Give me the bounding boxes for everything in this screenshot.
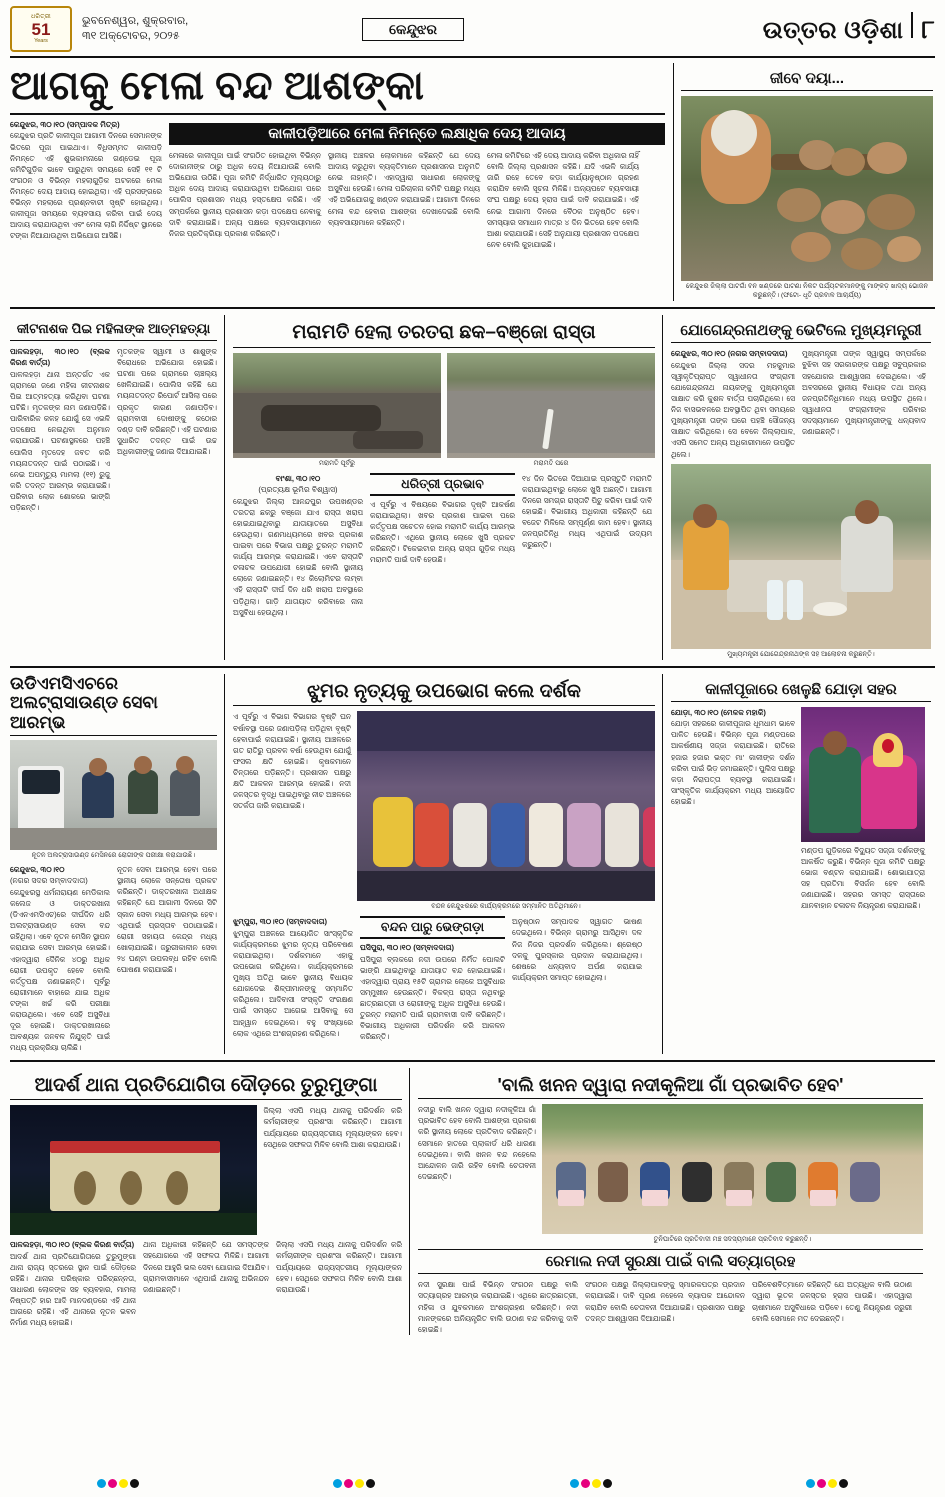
rain-body: ଏ ପୂର୍ବରୁ ଏ ବିଭାଗ ବିଭାଗର ବୃଷ୍ଟି ଘନ ବର୍ଷାବସ୍ଥା ପରେ ଜଣାପଡ଼ିଲା ପଡ଼ିଥିବା ବୃଷ୍ଟି ହେବାପାଇଁ କରାଯାଇଛି। ସ୍ଥାନୀୟ ଆଞ୍ଚଳରେ ଗତ ରାତିରୁ ପ୍ରବଳ ବର୍ଷା ହେଉଥିବା ଯୋଗୁଁ ଫସଲ କ୍ଷତି ହୋଇଛି। କୃଷକମାନେ ଚିନ୍ତାରେ ପଡ଼ିଛନ୍ତି। ପ୍ରଶାସନ ପକ୍ଷରୁ କ୍ଷତି ଆକଳନ ଆରମ୍ଭ ହୋଇଛି। ନଦୀ ଜଳସ୍ତର ବୃଦ୍ଧି ପାଇଥିବାରୁ ନୀଚ ଅଞ୍ଚଳରେ ସତର୍କତା ଜାରି କରାଯାଇଛି। bbox=[233, 712, 351, 811]
band-3 bbox=[10, 674, 935, 1054]
ultrasound-headline bbox=[10, 674, 217, 737]
ultrasound-body-1: କେନ୍ଦୁଝରସ୍ଥ ଧର୍ମନାରାୟଣ ମେଡିକାଲ କଲେଜ ଓ ଡାକ୍ତରଖାନା (ଡିଏନଏମସିଏଚ)ରେ ଦୀର୍ଘଦିନ ଧରି ଅଲଟ୍ରାସାଉଣ୍ଡ ସେବା ବନ୍ଦ ରହିଥିଲା। ଏବେ ନୂତନ ମେସିନ ସ୍ଥାପନ କରାଯାଇ ସେବା ଆରମ୍ଭ ହୋଇଛି। ଏହାଦ୍ୱାରା ଦୈନିକ ୪୦ରୁ ଅଧିକ ରୋଗୀ ଉପକୃତ ହେବେ ବୋଲି କର୍ତ୍ତୃପକ୍ଷ ଜଣାଇଛନ୍ତି। ପୂର୍ବରୁ ରୋଗୀମାନେ ବାହାରେ ଯାଇ ଅଧିକ ଟଙ୍କା ଖର୍ଚ୍ଚ କରି ପରୀକ୍ଷା କରାଉଥିଲେ। ଏବେ ସେହି ଅସୁବିଧା ଦୂର ହୋଇଛି। ଡାକ୍ତରଖାନାରେ ଆବଶ୍ୟକ ଜନବଳ ନିଯୁକ୍ତି ପାଇଁ ମଧ୍ୟ ପ୍ରକ୍ରିୟା ଚାଲିଛି। bbox=[10, 887, 110, 1053]
suicide-body-1: ପାଳଲହଡ଼ା ଥାନା ଅନ୍ତର୍ଗତ ଏକ ଗ୍ରାମରେ ଜଣେ ମହିଳା କୀଟନାଶକ ପିଇ ଆତ୍ମହତ୍ୟା କରିଥିବା ଘଟଣା ଘଟିଛି। ମୃତକଙ୍କ ନାମ ଜଣାପଡ଼ିଛି। ପାରିବାରିକ କଳହ ଯୋଗୁଁ ସେ ଏଭଳି ପଦକ୍ଷେପ ନେଇଥିବା ଅନୁମାନ କରାଯାଉଛି। ଘଟଣାସ୍ଥଳରେ ପହଞ୍ଚି ପୋଲିସ ମୃତଦେହ ଜବତ କରି ମୟନାତଦନ୍ତ ପାଇଁ ପଠାଇଛି। ଏ ନେଇ ଅପମୃତ୍ୟୁ ମାମଲା (୧୧) ରୁଜୁ କରି ତଦନ୍ତ ଆରମ୍ଭ କରାଯାଇଛି। ପରିବାର ଲୋକ ଶୋକରେ ଭାଙ୍ଗି ପଡ଼ିଛନ୍ତି। bbox=[10, 369, 110, 513]
kali-puja-body-1: ଯୋଡ଼ା ସହରରେ କାଳୀପୂଜାର ଧୂମଧାମ ଭାବେ ପାଳିତ ହେଉଛି। ବିଭିନ୍ନ ପୂଜା ମଣ୍ଡପରେ ଆକର୍ଷଣୀୟ ସଜ୍ଜା କରାଯାଇଛି। ରାତିରେ ହଜାର ହଜାର ଭକ୍ତ ମା' କାଳୀଙ୍କ ଦର୍ଶନ କରିବା ପାଇଁ ଭିଡ଼ ଜମାଇଛନ୍ତି। ପୁଲିସ ପକ୍ଷରୁ କଡ଼ା ନିରାପତ୍ତା ବ୍ୟବସ୍ଥା କରାଯାଇଛି। ସାଂସ୍କୃତିକ କାର୍ଯ୍ୟକ୍ରମ ମଧ୍ୟ ଆୟୋଜିତ ହୋଇଛି। bbox=[671, 719, 795, 806]
police-contest-body-2: ଥାନା ଅଧିକାରୀ କହିଛନ୍ତି ଯେ ସମସ୍ତଙ୍କ ସହଯୋଗରେ ଏହି ସଫଳତା ମିଳିଛି। ଆଗାମୀ ଦିନରେ ଆହୁରି ଭଲ ସେବା ଯୋଗାଇ ଦିଆଯିବ। ଗ୍ରାମବାସୀମାନେ ଏଥିପାଇଁ ଥାନାକୁ ଅଭିନନ୍ଦନ ଜଣାଇଛନ୍ତି। bbox=[143, 1240, 269, 1294]
masthead bbox=[10, 6, 935, 58]
cm-visit-headline: ଯୋଗେନ୍ଦ୍ରନାଥଙ୍କୁ ଭେଟିଲେ ମୁଖ୍ୟମନ୍ତ୍ରୀ bbox=[671, 319, 931, 343]
police-contest-columns bbox=[10, 1239, 402, 1328]
suicide-headline: କୀଟନାଶକ ପିଇ ମହିଳାଙ୍କ ଆତ୍ମହତ୍ୟା bbox=[10, 319, 217, 341]
suicide-story bbox=[10, 315, 225, 660]
lead-body-3: ସ୍ଥାନୀୟ ଅଞ୍ଚଳର ଲୋକମାନେ କହିଛନ୍ତି ଯେ ଦେୟ ଆଦାୟ କରୁଥିବା ବ୍ୟକ୍ତିମାନେ ପ୍ରଶାସନର ଅନୁମତି ନେଇ ନାହାନ୍ତି। ଏହାଦ୍ୱାରା ସାଧାରଣ ଲୋକଙ୍କୁ ଅସୁବିଧା ହେଉଛି। ମେଳା ପରିଚାଳନା କମିଟି ପକ୍ଷରୁ ମଧ୍ୟ ଏହି ଅଭିଯୋଗକୁ ଖଣ୍ଡନ କରାଯାଇଛି। ଆଗାମୀ ଦିନରେ ମେଳା ବନ୍ଦ ହେବାର ଆଶଙ୍କା ଦେଖାଦେଇଛି ବୋଲି ବ୍ୟବସାୟୀମାନେ କହିଛନ୍ତି। bbox=[328, 151, 480, 227]
road-body-1: କେନ୍ଦୁଝର ଜିଲ୍ଲା ଆନନ୍ଦପୁର ଉପଖଣ୍ଡର ତରତରା ଛକରୁ ବଞ୍ଜୋ ଯାଏ ରାସ୍ତା ଖରାପ ହୋଇଯାଇଥିବାରୁ ଯାତାୟାତରେ ଅସୁବିଧା ହେଉଥିଲା। ଗଣମାଧ୍ୟମରେ ଖବର ପ୍ରକାଶ ପାଇବା ପରେ ବିଭାଗ ପକ୍ଷରୁ ତୁରନ୍ତ ମରାମତି କାର୍ଯ୍ୟ ଆରମ୍ଭ କରାଯାଇଛି। ଏବେ ରାସ୍ତାଟି ଚଳାଚଳ ଉପଯୋଗୀ ହୋଇଛି ବୋଲି ସ୍ଥାନୀୟ ଲୋକେ ଜଣାଇଛନ୍ତି। ୧୪ କିଲୋମିଟର ଲମ୍ବା ଏହି ରାସ୍ତାଟି ଦୀର୍ଘ ଦିନ ଧରି ଖରାପ ଅବସ୍ଥାରେ ପଡ଼ିଥିଲା। ଗାଡ଼ି ଯାତାୟାତ କରିବାରେ ନାନା ଅସୁବିଧା ହେଉଥିଲା। bbox=[233, 496, 363, 617]
dance-col-1 bbox=[233, 916, 353, 1042]
suicide-dateline: ପାଳଲହଡ଼ା, ୩୦।୧୦ (ବ୍ଲକ କିରଣ ବାର୍ତ୍ତା) bbox=[10, 346, 110, 368]
cm-visit-photo bbox=[671, 464, 931, 649]
police-contest-headline: ଆଦର୍ଶ ଥାନା ପ୍ରତିଯୋଗିତା ଦୌଡ଼ରେ ତୁରୁମୁଙ୍ଗା bbox=[10, 1072, 402, 1101]
registration-group-1 bbox=[96, 1475, 140, 1493]
dharitri-effect-body-2: ୧୪ ଦିନ ଭିତରେ ଦିଆଯାଇ ପ୍ରସ୍ତୁତି ମରାମତି କରାଯାଇଥିବାରୁ ଲୋକେ ଖୁସି ଅଛନ୍ତି। ଆଗାମୀ ଦିନରେ ସମଗ୍ର ରାସ୍ତାଟି ପିଚୁ କରିବା ପାଇଁ ଦାବି ହୋଇଛି। ବିଭାଗୀୟ ଅଧିକାରୀ କହିଛନ୍ତି ଯେ ବଜେଟ ମିଳିଲେ ସମ୍ପୂର୍ଣ୍ଣ କାମ ହେବ। ସ୍ଥାନୀୟ ଜନପ୍ରତିନିଧି ମଧ୍ୟ ଏଥିପାଇଁ ଉଦ୍ୟମ କରୁଛନ୍ତି। bbox=[522, 473, 652, 550]
sand-body-1: ନଦୀରୁ ବାଲି ଖନନ ଦ୍ୱାରା ନଦୀକୂଳିଆ ଗାଁ ପ୍ରଭାବିତ ହେବ ବୋଲି ଆଶଙ୍କା ପ୍ରକାଶ କରି ସ୍ଥାନୀୟ ଲୋକେ ପ୍ରତିବାଦ କରିଛନ୍ତି। ସେମାନେ ହାତରେ ପ୍ଲାକାର୍ଡ ଧରି ଧାରଣା ଦେଇଥିଲେ। ବାଲି ଖନନ ବନ୍ଦ ନହେଲେ ଆନ୍ଦୋଳନ ଜାରି ରହିବ ବୋଲି ଚେତାବନୀ ଦେଇଛନ୍ତି। bbox=[418, 1105, 536, 1181]
registration-group-2 bbox=[332, 1475, 376, 1493]
road-caption-before: ମରାମତି ପୂର୍ବରୁ bbox=[318, 459, 356, 467]
road-photo-before-wrap bbox=[233, 353, 441, 469]
logo-anniversary-number: 51 bbox=[31, 20, 51, 39]
dharitri-effect-headline: ଧରିତ୍ରୀ ପ୍ରଭାବ bbox=[370, 473, 515, 496]
ultrasound-headline-line-2: ଅଲଟ୍ରାସାଉଣ୍ଡ ସେବା ଆରମ୍ଭ bbox=[10, 693, 158, 732]
lead-subband: କାଳୀପଡ଼ିଆରେ ମେଳା ନିମନ୍ତେ ଲକ୍ଷାଧିକ ଦେୟ ଆଦାୟ bbox=[169, 123, 665, 145]
sand-caption: ତୁନିଘାଟିରେ ପ୍ରତିବାଦୀ ମଞ୍ଚ ସଦସ୍ୟମାନେ ପ୍ରତିବାଦ କରୁଛନ୍ତି। bbox=[653, 1236, 812, 1244]
sand-row bbox=[418, 1104, 923, 1245]
lead-region bbox=[10, 63, 935, 301]
kali-puja-col-1 bbox=[671, 707, 795, 912]
road-photo-after bbox=[447, 353, 655, 458]
ultrasound-headline-line-1: ଉଡିଏମସିଏଚରେ bbox=[10, 673, 118, 693]
satyagraha-headline: ରେମାଲ ନଦୀ ସୁରକ୍ଷା ପାଇଁ ବାଲି ସତ୍ୟାଗ୍ରହ bbox=[418, 1249, 923, 1274]
bridge-headline: ବନ୍ଦନ ପାରୁ ଭେଙ୍ଗଡ଼ା bbox=[360, 916, 505, 939]
police-contest-col-1 bbox=[10, 1239, 136, 1328]
kali-puja-photo-wrap bbox=[801, 707, 925, 912]
dharitri-effect-block bbox=[370, 473, 515, 618]
lead-right-block bbox=[169, 119, 665, 250]
lead-body-4: ମେଳା କମିଟିରେ ଏହି ଦେୟ ଆଦାୟ କରିବା ଅଧିକାର ନାହିଁ ବୋଲି ଜିଲ୍ଲା ପ୍ରଶାସନ କହିଛି। ଯଦି ଏଭଳି କାର୍ଯ୍ୟ ଜାରି ରହେ ତେବେ କଡ଼ା କାର୍ଯ୍ୟାନୁଷ୍ଠାନ ଗ୍ରହଣ କରାଯିବ ବୋଲି ସୂଚନା ମିଳିଛି। ଅନ୍ୟପଟେ ବ୍ୟବସାୟୀ ସଂଘ ପକ୍ଷରୁ ଦେୟ ହ୍ରାସ ପାଇଁ ଦାବି କରାଯାଇଛି। ଏହି ନେଇ ଆଗାମୀ ଦିନରେ ବୈଠକ ଅନୁଷ୍ଠିତ ହେବ। ସମସ୍ୟାର ସମାଧାନ ମାତ୍ର ୪ ଦିନ ଭିତରେ ହେବ ବୋଲି ଆଶା କରାଯାଉଛି। ସେହି ଅନୁଯାୟୀ ପ୍ରଶାସନ ପଦକ୍ଷେପ ନେବ ବୋଲି କୁହାଯାଇଛି। bbox=[487, 151, 639, 249]
monkey-headline: ଜୀବେ ଦୟା... bbox=[681, 67, 933, 91]
section-title-group bbox=[763, 12, 935, 46]
lead-body-1: କେନ୍ଦୁଝର ପ୍ରତି କାଳୀପୂଜା ଆଗାମୀ ଦିନରେ ସେମାନଙ୍କ ଭିତରେ ପୂଜା ପାଇଥାଏ। ବିଧିସମ୍ମତ କାଳୀପଡ଼ି ନିମନ୍ତେ ଏହି ଶୁଭକାମନାରେ ଗଣ୍ଡେଇ ପୂଜା କମିଟିଗୁଡ଼ିକ ଭାବେ ପାରୁଥିବା ସମୟରେ ସେହି ୧୧ ଟି ସଂଗଠନ ଓ ବିଭିନ୍ନ ମହଲାଗୁଡ଼ିକ ଅଟକରେ ମେଳା ନିମନ୍ତେ ଦେୟ ଆଦାୟ ହୋଇଥିଲା। ଏହି ପ୍ରସଙ୍ଗରେ ବିଭିନ୍ନ ମହଲାରେ ପ୍ରଶ୍ନବାଚୀ ସୃଷ୍ଟି ହୋଇଥିଲା। କାଳୀପୂଜା ସମୟରେ ବ୍ୟବସାୟ କରିବା ପାଇଁ ଦେୟ ଆଦାୟ କରାଯାଉଥିବା ଏବଂ ମେଳା ଲାଗି ନିର୍ଦ୍ଦିଷ୍ଟ ସ୍ଥାନରେ ଟଙ୍କା ନିଆଯାଉଥିବା ଅଭିଯୋଗ ଆସିଛି। bbox=[10, 131, 162, 241]
monkey-photo bbox=[681, 96, 933, 281]
satyagraha-body-1: ନଦୀ ସୁରକ୍ଷା ପାଇଁ ବିଭିନ୍ନ ସଂଗଠନ ପକ୍ଷରୁ ବାଲି ସତ୍ୟାଗ୍ରହ ଆରମ୍ଭ କରାଯାଇଛି। ଏଥିରେ ଛାତ୍ରଛାତ୍ରୀ, ମହିଳା ଓ ଯୁବକମାନେ ଅଂଶଗ୍ରହଣ କରିଛନ୍ତି। ନଦୀ ମାନଙ୍କରେ ଅନିୟନ୍ତ୍ରିତ ବାଲି ଉଠାଣ ବନ୍ଦ କରିବାକୁ ଦାବି ହୋଇଛି। bbox=[418, 1280, 578, 1334]
divider-1 bbox=[10, 307, 935, 309]
dharitri-effect-body-1: ଏ ପୂର୍ବରୁ ଏ ବିଷୟରେ ବିଭାଗର ଦୃଷ୍ଟି ଆକର୍ଷଣ କରାଯାଇଥିଲା। ଖବର ପ୍ରକାଶ ପାଇବା ପରେ କର୍ତ୍ତୃପକ୍ଷ ସଚେତନ ହୋଇ ମରାମତି କାର୍ଯ୍ୟ ଆରମ୍ଭ କରିଛନ୍ତି। ଏଥିରେ ସ୍ଥାନୀୟ ଲୋକେ ଖୁସି ପ୍ରକଟ କରିଛନ୍ତି। ଟିକେଇଟାର ଅନ୍ୟ ରାସ୍ତା ଗୁଡ଼ିକ ମଧ୍ୟ ମରାମତି ପାଇଁ ଦାବି ହେଉଛି। bbox=[370, 499, 515, 565]
police-contest-body-1: ଆଦର୍ଶ ଥାନା ପ୍ରତିଯୋଗିତାରେ ତୁରୁମୁଙ୍ଗା ଥାନା ରାଜ୍ୟ ସ୍ତରରେ ସ୍ଥାନ ପାଇଁ ଦୌଡ଼ରେ ରହିଛି। ଥାନାର ପରିଷ୍କାର ପରିଚ୍ଛନ୍ନତା, ସାଧାରଣ ଲୋକଙ୍କ ସହ ବ୍ୟବହାର, ମାମଲା ନିଷ୍ପତ୍ତି ହାର ଆଦି ମାନଦଣ୍ଡରେ ଏହି ଥାନା ଆଗରେ ରହିଛି। ଏହି ଥାନାରେ ନୂତନ ଭବନ ନିର୍ମାଣ ମଧ୍ୟ ହୋଇଛି। bbox=[10, 1251, 136, 1328]
dance-photo-row bbox=[233, 711, 655, 912]
registration-group-4 bbox=[805, 1475, 849, 1493]
title-divider bbox=[911, 12, 913, 38]
police-contest-row bbox=[10, 1105, 402, 1235]
dance-headline: ଝୁମର ନୃତ୍ୟକୁ ଉପଭୋଗ କଲେ ଦର୍ଶକ bbox=[233, 678, 655, 707]
road-col-1 bbox=[233, 473, 363, 618]
ultrasound-columns bbox=[10, 864, 217, 1053]
ultrasound-story bbox=[10, 674, 225, 1054]
band-2 bbox=[10, 315, 935, 660]
bridge-col bbox=[360, 942, 505, 1042]
bridge-block bbox=[360, 916, 505, 1042]
road-photo-before bbox=[233, 353, 441, 458]
ultrasound-body-2: ନୂତନ ସେବା ଆରମ୍ଭ ହେବା ପରେ ସ୍ଥାନୀୟ ଲୋକେ ସନ୍ତୋଷ ପ୍ରକଟ କରିଛନ୍ତି। ଡାକ୍ତରଖାନା ଅଧୀକ୍ଷକ କହିଛନ୍ତି ଯେ ଆଗାମୀ ଦିନରେ ସିଟି ସ୍କାନ ସେବା ମଧ୍ୟ ଆରମ୍ଭ ହେବ। ଏଥିପାଇଁ ପ୍ରସ୍ତାବ ପଠାଯାଇଛି। ରୋଗୀ ସହାୟତା କେନ୍ଦ୍ର ମଧ୍ୟ ଖୋଲାଯାଇଛି। ଜରୁରୀକାଳୀନ ସେବା ୨୪ ଘଣ୍ଟା ଉପଲବ୍ଧ ରହିବ ବୋଲି ଘୋଷଣା କରାଯାଇଛି। bbox=[117, 865, 217, 975]
dance-story bbox=[233, 674, 663, 1054]
satyagraha-body-3: ପରିବେଶବିତ୍‌ମାନେ କହିଛନ୍ତି ଯେ ଅତ୍ୟଧିକ ବାଲି ଉଠାଣ ଦ୍ୱାରା ଭୂତଳ ଜଳସ୍ତର ହ୍ରାସ ପାଉଛି। ଏହାଦ୍ୱାରା ଚାଷୀମାନେ ଅସୁବିଧାରେ ପଡ଼ିବେ। ତେଣୁ ନିୟନ୍ତ୍ରଣ ଜରୁରୀ ବୋଲି ସେମାନେ ମତ ଦେଇଛନ୍ତି। bbox=[752, 1280, 912, 1323]
edition-line-1: ଭୁବନେଶ୍ୱର, ଶୁକ୍ରବାର, bbox=[82, 15, 189, 28]
lead-column-1 bbox=[10, 119, 162, 250]
sand-col-1 bbox=[418, 1104, 536, 1245]
police-contest-story bbox=[10, 1068, 410, 1335]
dance-columns bbox=[233, 916, 655, 1042]
suicide-col-1 bbox=[10, 346, 110, 513]
registration-group-3 bbox=[569, 1475, 613, 1493]
dance-dateline: ଝୁମ୍ପୁରା, ୩୦।୧୦ (ସମ୍ବାଦଦାତା) bbox=[233, 917, 328, 927]
dance-photo bbox=[357, 711, 655, 901]
cm-visit-col-1 bbox=[671, 348, 795, 459]
sand-story bbox=[418, 1068, 923, 1335]
dance-caption: ବନ୍ଦନ କେନ୍ଦୁଝରରେ କାର୍ଯ୍ୟକ୍ରମରେ ସମ୍ମାନିତ ଅତିଥିମାନେ। bbox=[431, 903, 581, 911]
cm-visit-body-1: କେନ୍ଦୁଝର ଜିଲ୍ଲା ସଦର ମହକୁମାର ସ୍ୱୀକୃତିପ୍ରାପ୍ତ ସ୍ୱାଧୀନତା ସଂଗ୍ରାମୀ ଯୋଗେନ୍ଦ୍ରନାଥ ନାୟକଙ୍କୁ ମୁଖ୍ୟମନ୍ତ୍ରୀ ସାକ୍ଷାତ କରି କୁଶଳ ବାର୍ତ୍ତା ପଚାରିଥିଲେ। ସେ ନିଜ ବାସଭବନରେ ଅବସ୍ଥାପିତ ଥିବା ସମୟରେ ମୁଖ୍ୟମନ୍ତ୍ରୀ ତାଙ୍କ ଘରେ ପହଞ୍ଚି ସୌଜନ୍ୟ ସାକ୍ଷାତ କରିଥିଲେ। ସେ ବେଳେ ଜିଲ୍ଲାପାଳ, ଏସପି ସମେତ ଅନ୍ୟ ଅଧିକାରୀମାନେ ଉପସ୍ଥିତ ଥିଲେ। bbox=[671, 360, 795, 459]
kali-puja-story bbox=[671, 674, 931, 1054]
cm-visit-columns bbox=[671, 348, 931, 459]
sand-headline: 'ବାଲି ଖନନ ଦ୍ୱାରା ନଦୀକୂଳିଆ ଗାଁ ପ୍ରଭାବିତ ହେବ' bbox=[418, 1072, 923, 1100]
section-title: ଉତ୍ତର ଓଡ଼ିଶା bbox=[762, 17, 904, 44]
cm-visit-story bbox=[671, 315, 931, 660]
road-dateline: ବାଂଶା, ୩୦।୧୦ bbox=[275, 473, 321, 483]
police-station-photo bbox=[10, 1105, 257, 1235]
publication-logo bbox=[10, 6, 72, 52]
lead-subcolumns bbox=[169, 150, 665, 250]
cm-visit-dateline: କେନ୍ଦୁଝର, ୩୦।୧୦ (ନଗର ସମ୍ବାଦଦାତା) bbox=[671, 349, 788, 359]
lead-headline: ଆଗକୁ ମେଳା ବନ୍ଦ ଆଶଙ୍କା bbox=[10, 63, 665, 115]
kali-puja-row bbox=[671, 707, 931, 912]
logo-top-text: ଧରିତ୍ରୀ bbox=[31, 14, 51, 20]
suicide-columns bbox=[10, 346, 217, 513]
ultrasound-caption: ନୂତନ ଅଲଟ୍ରାସାଉଣ୍ଡ ମେସିନରେ ରୋଗୀଙ୍କ ପରୀକ୍ଷା କରାଯାଉଛି। bbox=[31, 852, 196, 860]
kali-puja-body-2: ମଣ୍ଡପ ଗୁଡ଼ିକରେ ବିଦ୍ୟୁତ ସଜ୍ଜା ଦର୍ଶକଙ୍କୁ ଆକର୍ଷିତ କରୁଛି। ବିଭିନ୍ନ ପୂଜା କମିଟି ପକ୍ଷରୁ ଭୋଗ ବଣ୍ଟନ କରାଯାଇଛି। ଶୋଭାଯାତ୍ରା ସହ ପ୍ରତିମା ବିସର୍ଜନ ହେବ ବୋଲି ଜଣାଯାଇଛି। ସହରର ସମସ୍ତ ରାସ୍ତାରେ ଯାନବାହାନ ଚଳାଚଳ ନିୟନ୍ତ୍ରଣ କରାଯାଇଛି। bbox=[801, 845, 925, 911]
police-contest-col-3 bbox=[263, 1105, 402, 1235]
ultrasound-subdateline: (ନଗର ସଦର ସମ୍ବାଦଦାତା) bbox=[10, 876, 88, 886]
divider-2 bbox=[10, 666, 935, 668]
police-contest-body-3b: ଜିଲ୍ଲା ଏସପି ମଧ୍ୟ ଥାନାକୁ ପରିଦର୍ଶନ କରି କର୍ମଚାରୀଙ୍କ ପ୍ରଶଂସା କରିଛନ୍ତି। ଆଗାମୀ ପର୍ଯ୍ୟାୟରେ ରାଜ୍ୟସ୍ତରୀୟ ମୂଲ୍ୟାଙ୍କନ ହେବ। ସେଥିରେ ସଫଳତା ମିଳିବ ବୋଲି ଆଶା କରାଯାଉଛି। bbox=[276, 1240, 402, 1294]
page-number: ୮ bbox=[921, 14, 935, 44]
edition-line-2: ୩୧ ଅକ୍ଟୋବର, ୨୦୨୫ bbox=[82, 30, 180, 42]
sand-protest-photo bbox=[542, 1104, 923, 1234]
bridge-body: ଘସିପୁରା ବ୍ଲକରେ ନଦୀ ଉପରେ ନିର୍ମିତ ପୋଲଟି ଭାଙ୍ଗି ଯାଇଥିବାରୁ ଯାତାୟାତ ବନ୍ଦ ହୋଇଯାଇଛି। ଏହାଦ୍ୱାରା ପ୍ରାୟ ୧୫ଟି ଗ୍ରାମର ଲୋକେ ଅସୁବିଧାର ସମ୍ମୁଖୀନ ହେଉଛନ୍ତି। ବିକଳ୍ପ ରାସ୍ତା ନଥିବାରୁ ଛାତ୍ରଛାତ୍ରୀ ଓ ରୋଗୀଙ୍କୁ ଅଧିକ ଅସୁବିଧା ହେଉଛି। ତୁରନ୍ତ ମରାମତି ପାଇଁ ଗ୍ରାମବାସୀ ଦାବି କରିଛନ୍ତି। ବିଭାଗୀୟ ଅଧିକାରୀ ପରିଦର୍ଶନ କରି ଆକଳନ କରିଛନ୍ତି। bbox=[360, 954, 505, 1042]
sand-photo-wrap bbox=[542, 1104, 923, 1245]
suicide-body-2: ମୃତକଙ୍କ ସ୍ୱାମୀ ଓ ଶାଶୁଙ୍କ ବିରୋଧରେ ଅଭିଯୋଗ ହୋଇଛି। ଘଟଣା ପରେ ଗ୍ରାମରେ ଚାଞ୍ଚଲ୍ୟ ଖେଳିଯାଇଛି। ପୋଲିସ କହିଛି ଯେ ମୟନାତଦନ୍ତ ରିପୋର୍ଟ ଆସିଲା ପରେ ପ୍ରକୃତ କାରଣ ଜଣାପଡ଼ିବ। ଗ୍ରାମବାସୀ ଦୋଷୀଙ୍କୁ କଠୋର ଦଣ୍ଡ ଦାବି କରିଛନ୍ତି। ଏହି ଘଟଣାର ସୁଧାରିତ ତଦନ୍ତ ପାଇଁ ଉଚ୍ଚ ଅଧିକାରୀଙ୍କୁ ଜଣାଇ ଦିଆଯାଇଛି। bbox=[117, 346, 217, 456]
bridge-dateline: ଘସିପୁରା, ୩୦।୧୦ (ସମ୍ବାଦଦାତା) bbox=[360, 943, 455, 953]
dance-body-1: ଝୁମ୍ପୁରା ଅଞ୍ଚଳରେ ଆୟୋଜିତ ସାଂସ୍କୃତିକ କାର୍ଯ୍ୟକ୍ରମରେ ଝୁମର ନୃତ୍ୟ ପରିବେଷଣ କରାଯାଇଥିଲା। ଦର୍ଶକମାନେ ଏହାକୁ ଉପଭୋଗ କରିଥିଲେ। କାର୍ଯ୍ୟକ୍ରମରେ ମୁଖ୍ୟ ଅତିଥି ଭାବେ ସ୍ଥାନୀୟ ବିଧାୟକ ଯୋଗଦେଇ ଶିଳ୍ପୀମାନଙ୍କୁ ସମ୍ମାନିତ କରିଥିଲେ। ଆଦିବାସୀ ସଂସ୍କୃତି ସଂରକ୍ଷଣ ପାଇଁ ସମସ୍ତେ ଆଗେଇ ଆସିବାକୁ ସେ ଆହ୍ୱାନ ଦେଇଥିଲେ। ବହୁ ସଂଖ୍ୟାରେ ଲୋକ ଏଥିରେ ଅଂଶଗ୍ରହଣ କରିଥିଲେ। bbox=[233, 928, 353, 1038]
satyagraha-body-2: ସଂଗଠନ ପକ୍ଷରୁ ଜିଲ୍ଲାପାଳଙ୍କୁ ସ୍ମାରକପତ୍ର ପ୍ରଦାନ କରାଯାଇଛି। ଦାବି ପୂରଣ ନହେଲେ ବ୍ୟାପକ ଆନ୍ଦୋଳନ କରାଯିବ ବୋଲି ଚେତାବନୀ ଦିଆଯାଇଛି। ପ୍ରଶାସନ ପକ୍ଷରୁ ତଦନ୍ତ ଆଶ୍ୱାସନା ଦିଆଯାଇଛି। bbox=[585, 1280, 745, 1323]
registration-marks bbox=[0, 1475, 945, 1493]
satyagraha-columns bbox=[418, 1279, 923, 1335]
road-subdateline: (ପ୍ରତ୍ୟକ୍ଷ ଭୂମିର ବିଶ୍ୱାସ) bbox=[258, 485, 338, 495]
lead-story bbox=[10, 63, 665, 301]
road-photo-after-wrap bbox=[447, 353, 655, 469]
road-story bbox=[233, 315, 663, 660]
dance-photo-wrap bbox=[357, 711, 655, 912]
edition-dateline bbox=[82, 14, 232, 44]
monkey-story bbox=[673, 63, 933, 301]
kali-puja-headline: କାଳୀପୂଜାରେ ଖେଳୁଛି ଯୋଡ଼ା ସହର bbox=[671, 678, 931, 702]
district-label: କେନ୍ଦୁଝର bbox=[362, 18, 464, 41]
logo-years-label: Years bbox=[34, 38, 48, 44]
police-photo-wrap bbox=[10, 1105, 257, 1235]
police-contest-dateline: ପାଳଲହଡ଼ା, ୩୦।୧୦ (ବ୍ଲକ କିରଣ ବାର୍ତ୍ତା) bbox=[10, 1240, 135, 1250]
cm-visit-body-2: ମୁଖ୍ୟମନ୍ତ୍ରୀ ତାଙ୍କ ସ୍ୱାସ୍ଥ୍ୟ ସମ୍ପର୍କରେ ବୁଝିବା ସହ ସରକାରଙ୍କ ପକ୍ଷରୁ ସବୁପ୍ରକାର ସହଯୋଗର ଆଶ୍ୱାସନା ଦେଇଥିଲେ। ଏହି ଅବସରରେ ସ୍ଥାନୀୟ ବିଧାୟକ ତଥା ଅନ୍ୟ ଜନପ୍ରତିନିଧିମାନେ ମଧ୍ୟ ଉପସ୍ଥିତ ଥିଲେ। ସ୍ୱାଧୀନତା ସଂଗ୍ରାମୀଙ୍କ ପରିବାର ସଦସ୍ୟମାନେ ମୁଖ୍ୟମନ୍ତ୍ରୀଙ୍କୁ ଧନ୍ୟବାଦ ଜଣାଇଛନ୍ତି। bbox=[802, 349, 926, 437]
divider-3 bbox=[10, 1060, 935, 1062]
police-contest-body-3: ଜିଲ୍ଲା ଏସପି ମଧ୍ୟ ଥାନାକୁ ପରିଦର୍ଶନ କରି କର୍ମଚାରୀଙ୍କ ପ୍ରଶଂସା କରିଛନ୍ତି। ଆଗାମୀ ପର୍ଯ୍ୟାୟରେ ରାଜ୍ୟସ୍ତରୀୟ ମୂଲ୍ୟାଙ୍କନ ହେବ। ସେଥିରେ ସଫଳତା ମିଳିବ ବୋଲି ଆଶା କରାଯାଉଛି। bbox=[263, 1106, 402, 1149]
cm-visit-caption: ମୁଖ୍ୟମନ୍ତ୍ରୀ ଯୋଗେନ୍ଦ୍ରନାଥଙ୍କ ସହ ଆଲୋଚନା କରୁଛନ୍ତି। bbox=[727, 650, 875, 658]
lead-columns bbox=[10, 119, 665, 250]
ultrasound-photo bbox=[10, 740, 217, 850]
ultrasound-col-1 bbox=[10, 864, 110, 1053]
lead-dateline: କେନ୍ଦୁଝର, ୩୦।୧୦ (ସମ୍ପାଦକ ମିତ୍ର) bbox=[10, 120, 120, 129]
road-photos bbox=[233, 353, 655, 469]
monkey-caption: କେନ୍ଦୁଝର ଜିଲ୍ଲା ଘାଟଗାଁ ବନ ଖଣ୍ଡରେ ପାଟଣା ନିକଟ ପର୍ଯ୍ୟଟକମାନଙ୍କୁ ମାଙ୍କଡ଼ ଖାଦ୍ୟ ଭୋଜନ କରୁଛନ୍ତି। (ଫଟୋ- ଧୃତି ପ୍ରବାଳ ଆଚାର୍ଯ୍ୟ) bbox=[685, 283, 929, 300]
lead-body-2: ମେଳାରେ କାଳୀପୂଜା ପାଇଁ ସଂଗଠିତ ହୋଇଥିବା ବିଭିନ୍ନ ଦୋକାନୀଙ୍କ ଠାରୁ ଅଧିକ ଦେୟ ନିଆଯାଉଛି ବୋଲି ଅଭିଯୋଗ ଉଠିଛି। ପୂଜା କମିଟି ନିର୍ଦ୍ଧାରିତ ମୂଲ୍ୟଠାରୁ ଅଧିକ ଦେୟ ଆଦାୟ କରାଯାଉଥିବା ଅଭିଯୋଗ ପରେ ପୋଲିସ ପ୍ରଶାସନ ମଧ୍ୟ ହସ୍ତକ୍ଷେପ କରିଛି। ଏହି ସମ୍ପର୍କରେ ସ୍ଥାନୀୟ ପ୍ରଶାସନ କଡ଼ା ପଦକ୍ଷେପ ନେବାକୁ ଦାବି କରାଯାଇଛି। ଅନ୍ୟ ପକ୍ଷରେ ବ୍ୟବସାୟୀମାନେ ନିଜର ପ୍ରତିକ୍ରିୟା ପ୍ରକାଶ କରିଛନ୍ତି। bbox=[169, 151, 321, 238]
band-4 bbox=[10, 1068, 935, 1335]
kali-puja-dateline: ଯୋଡ଼ା, ୩୦।୧୦ (ମେଳକ ମହାକି) bbox=[671, 707, 766, 717]
road-headline: ମରାମତି ହେଲା ତରତରା ଛକ–ବଞ୍ଜୋ ରାସ୍ତା bbox=[233, 319, 655, 348]
kali-puja-photo bbox=[801, 707, 925, 842]
road-columns bbox=[233, 473, 655, 618]
road-caption-after: ମରାମତି ପରେ bbox=[533, 459, 569, 467]
dance-body-2: ଅନୁଷ୍ଠାନ ସମ୍ପାଦକ ସ୍ୱାଗତ ଭାଷଣ ଦେଇଥିଲେ। ବିଭିନ୍ନ ଗ୍ରାମରୁ ଆସିଥିବା ଦଳ ନିଜ ନିଜର ପ୍ରଦର୍ଶନ କରିଥିଲେ। ଶ୍ରେଷ୍ଠ ଦଳକୁ ପୁରସ୍କାର ପ୍ରଦାନ କରାଯାଇଥିଲା। ଶେଷରେ ଧନ୍ୟବାଦ ଅର୍ପଣ କରାଯାଇ କାର୍ଯ୍ୟକ୍ରମ ସମାପ୍ତ ହୋଇଥିଲା। bbox=[512, 917, 642, 982]
ultrasound-dateline: କେନ୍ଦୁଝର, ୩୦।୧୦ bbox=[10, 865, 65, 875]
